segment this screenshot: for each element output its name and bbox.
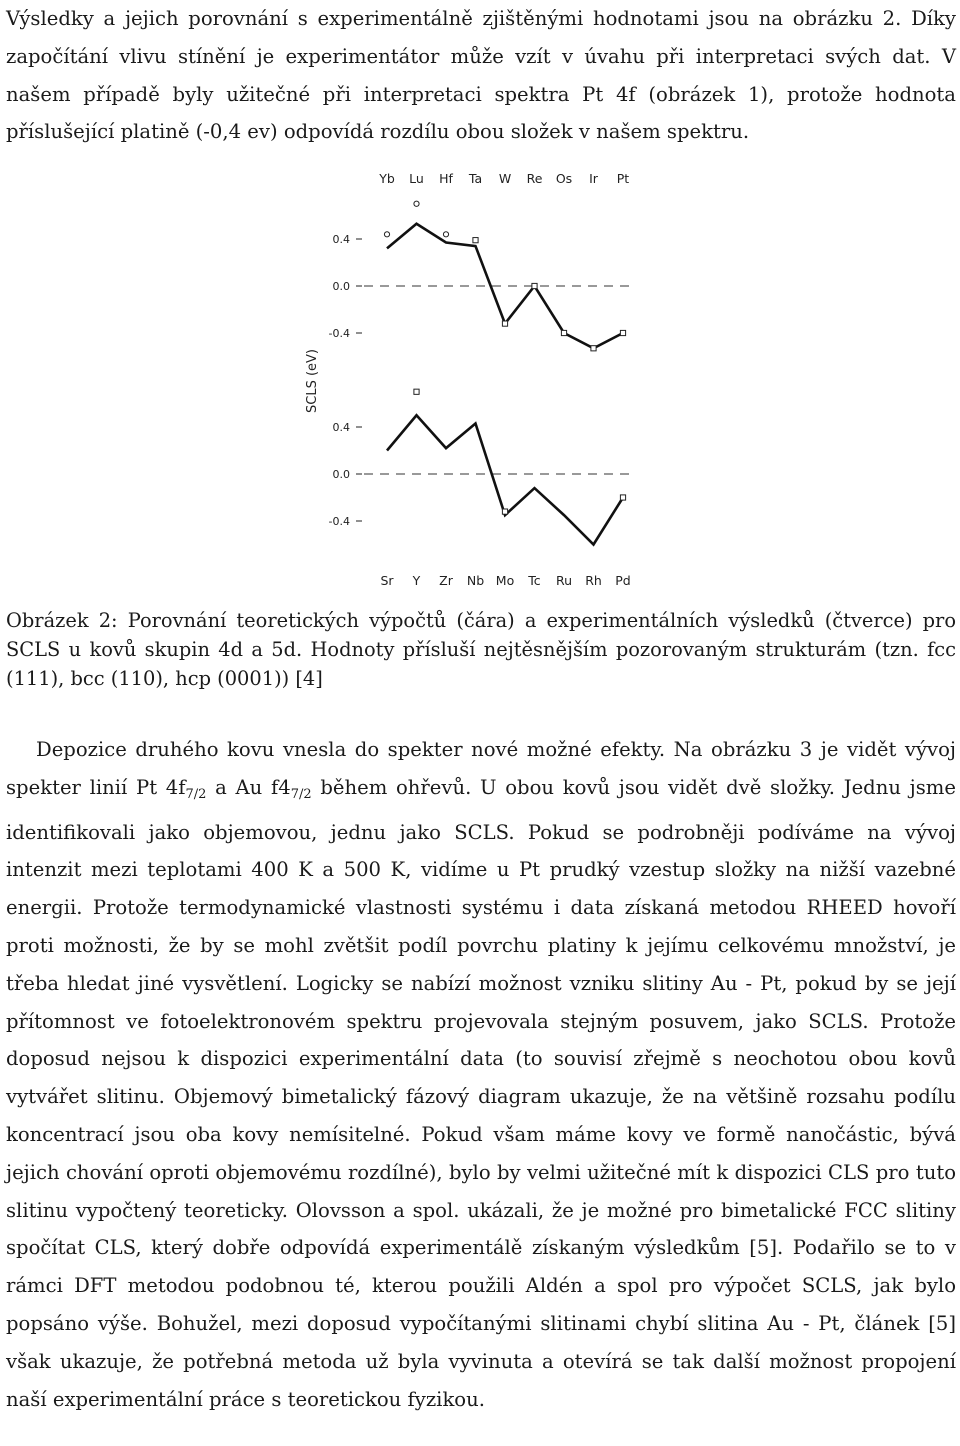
y-tick-label: -0.4 xyxy=(328,327,350,340)
experiment-square-point xyxy=(561,330,566,335)
element-label: Rh xyxy=(585,573,602,588)
element-label: Y xyxy=(412,573,421,588)
element-label: Ta xyxy=(468,171,483,186)
experiment-square-point xyxy=(414,389,419,394)
theory-line xyxy=(387,415,623,544)
element-label: Nb xyxy=(466,573,485,588)
experiment-square-point xyxy=(620,330,625,335)
chart-panel-4d xyxy=(329,389,635,588)
experiment-square-point xyxy=(532,283,537,288)
experiment-square-point xyxy=(502,509,507,514)
experiment-circle-point xyxy=(384,232,389,237)
element-label: Tc xyxy=(528,573,541,588)
element-label: Pd xyxy=(615,573,631,588)
experiment-square-point xyxy=(473,238,478,243)
theory-line xyxy=(387,224,623,349)
scls-figure xyxy=(290,165,650,597)
paragraph-main-part1: Depozice druhého kovu vnesla do spekter nové možné efekty. Na obrázku 3 je vidět vývoj spekter linií Pt 4f xyxy=(6,738,956,799)
paragraph-intro: Výsledky a jejich porovnání s experimentálně zjištěnými hodnotami jsou na obrázku 2. Díky započítání vlivu stínění je experimentátor může vzít v úvahu při interpretaci svých dat. V našem případě byly užitečné při interpretaci spektra Pt 4f (obrázek 1), protože hodnota příslušející platině (-0,4 ev) odpovídá rozdílu obou složek v našem spektru. xyxy=(6,7,956,144)
y-tick-label: 0.4 xyxy=(332,233,350,246)
experiment-circle-point xyxy=(414,201,419,206)
paragraph-main-part3: během ohřevů. U obou kovů jsou vidět dvě složky. Jednu jsme identifikovali jako objemovou, jednu jako SCLS. Pokud se podrobněji podíváme na vývoj intenzit mezi teplotami 400 K a 500 K, vidíme u Pt prudký vzestup složky na nižší vazebné energii. Protože termodynamické vlastnosti systému i data získaná metodou RHEED hovoří proti možnosti, že by se mohl zvětšit podíl povrchu platiny k jejímu celkovému množství, je třeba hledat jiné vysvětlení. Logicky se nabízí možnost vzniku slitiny Au - Pt, pokud by se její přítomnost ve fotoelektronovém spektru projevovala stejným posuvem, jako SCLS. Protože doposud nejsou k dispozici experimentální data (to souvisí zřejmě s neochotou obou kovů vytvářet slitinu. Objemový bimetalický fázový diagram ukazuje, že na většině rozsahu podílu koncentrací jsou oba kovy nemísitelné. Pokud všam máme kovy ve formě nanočástic, bývá jejich chování oproti objemovému rozdílné), bylo by velmi užitečné mít k dispozici CLS pro tuto slitinu vypočtený teoreticky. Olovsson a spol. ukázali, že je možné pro bimetalické FCC slitiny spočítat CLS, který dobře odpovídá experimentálě získaným výsledkům [5]. Podařilo se to v rámci DFT metodou podobnou té, kterou použili Aldén a spol pro výpočet SCLS, jak bylo popsáno výše. Bohužel, mezi doposud vypočítanými slitinami chybí slitina Au - Pt, článek [5] však ukazuje, že potřebná metoda už byla vyvinuta a otevírá se tak další možnost propojení naší experimentální práce s teoretickou fyzikou. xyxy=(6,775,956,1411)
chart-panel-5d xyxy=(329,171,635,351)
experiment-square-point xyxy=(502,321,507,326)
element-label: Os xyxy=(555,171,573,186)
element-label: Sr xyxy=(380,573,394,588)
subscript-au: 7/2 xyxy=(290,786,312,802)
y-tick-label: 0.0 xyxy=(332,468,350,481)
experiment-square-point xyxy=(620,495,625,500)
y-tick-label: -0.4 xyxy=(328,515,350,528)
y-tick-label: 0.4 xyxy=(332,421,350,434)
element-label: Re xyxy=(526,171,543,186)
element-label: Yb xyxy=(379,171,395,186)
subscript-pt: 7/2 xyxy=(185,786,207,802)
paragraph-main-part2: a Au f4 xyxy=(206,775,291,799)
element-label: Mo xyxy=(495,573,515,588)
y-tick-label: 0.0 xyxy=(332,280,350,293)
element-label: W xyxy=(498,171,512,186)
element-label: Ru xyxy=(555,573,573,588)
element-label: Zr xyxy=(439,573,453,588)
figure-caption: Obrázek 2: Porovnání teoretických výpočtů (čára) a experimentálních výsledků (čtverce) pro SCLS u kovů skupin 4d a 5d. Hodnoty přísluší nejtěsnějším pozorovaným strukturám (tzn. fcc (111), bcc (110), hcp (0001)) [4] xyxy=(6,609,956,690)
paragraph-main xyxy=(6,731,956,1418)
y-axis-label: SCLS (eV) xyxy=(305,349,320,413)
element-label: Ir xyxy=(589,171,598,186)
element-label: Lu xyxy=(409,171,424,186)
element-label: Hf xyxy=(439,171,453,186)
experiment-circle-point xyxy=(443,232,448,237)
element-label: Pt xyxy=(616,171,630,186)
experiment-square-point xyxy=(591,346,596,351)
